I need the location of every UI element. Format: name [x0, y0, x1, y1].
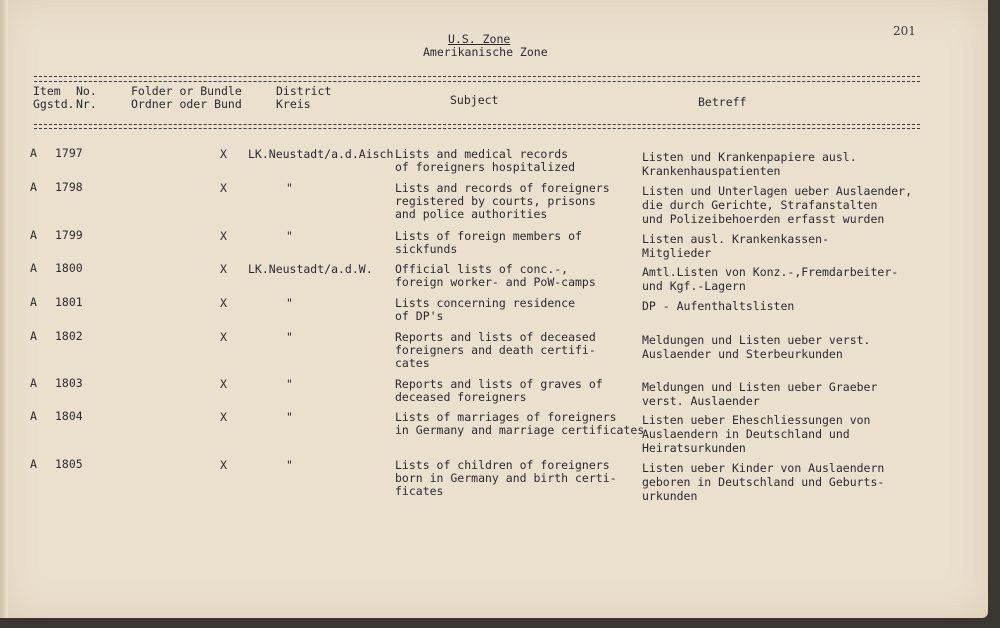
row-folder-mark: X [220, 410, 227, 424]
row-district: " [286, 410, 293, 424]
row-betreff-line: urkunden [642, 489, 698, 503]
col-no-en: No. [76, 84, 97, 98]
row-betreff-line: Listen ueber Kinder von Auslaendern [642, 461, 885, 475]
row-subject-line: Lists of children of foreigners [395, 458, 610, 472]
row-subject-line: Reports and lists of deceased [395, 330, 596, 344]
row-subject-line: and police authorities [395, 207, 548, 221]
row-subject-line: cates [395, 356, 430, 370]
row-subject-line: of foreigners hospitalized [395, 160, 576, 174]
row-folder-mark: X [220, 229, 227, 243]
col-folder-en: Folder or Bundle [131, 84, 242, 98]
col-subject: Subject [450, 93, 499, 107]
row-subject-line: Reports and lists of graves of [395, 377, 603, 391]
zone-title: U.S. Zone [448, 32, 511, 46]
row-betreff-line: DP - Aufenthaltslisten [642, 299, 795, 313]
row-number: 1805 [55, 457, 83, 471]
row-folder-mark: X [220, 262, 227, 276]
row-district: " [286, 458, 293, 472]
row-item-mark: A [30, 261, 37, 275]
row-subject-line: of DP's [395, 309, 444, 323]
row-betreff-line: Krankenhauspatienten [642, 164, 781, 178]
row-item-mark: A [30, 228, 37, 242]
row-subject-line: foreigners and death certifi- [395, 343, 596, 357]
row-district: " [286, 296, 293, 310]
row-betreff-line: Auslaendern in Deutschland und [642, 427, 850, 441]
col-district-en: District [276, 84, 332, 98]
col-betreff: Betreff [698, 95, 747, 109]
row-betreff-line: Heiratsurkunden [642, 441, 746, 455]
header-rule-top-2 [34, 81, 920, 82]
row-betreff-line: und Kgf.-Lagern [642, 279, 746, 293]
col-folder-de: Ordner oder Bund [131, 97, 242, 111]
row-betreff-line: Meldungen und Listen ueber Graeber [642, 380, 878, 394]
row-betreff-line: Listen ausl. Krankenkassen- [642, 232, 829, 246]
row-item-mark: A [30, 146, 37, 160]
row-subject-line: deceased foreigners [395, 390, 527, 404]
row-folder-mark: X [220, 377, 227, 391]
page-number: 201 [893, 24, 916, 38]
row-subject-line: Lists concerning residence [395, 296, 576, 310]
row-betreff-line: Meldungen und Listen ueber verst. [642, 333, 871, 347]
row-number: 1802 [55, 329, 83, 343]
header-rule-bottom [34, 124, 920, 125]
row-district: " [286, 229, 293, 243]
row-number: 1798 [55, 180, 83, 194]
row-district: " [286, 377, 293, 391]
row-item-mark: A [30, 376, 37, 390]
row-number: 1804 [55, 409, 83, 423]
row-subject-line: born in Germany and birth certi- [395, 471, 617, 485]
row-subject-line: Lists and medical records [395, 147, 569, 161]
row-district: " [286, 181, 293, 195]
row-folder-mark: X [220, 181, 227, 195]
row-subject-line: Lists of foreign members of [395, 229, 582, 243]
row-betreff-line: Amtl.Listen von Konz.-,Fremdarbeiter- [642, 265, 899, 279]
row-item-mark: A [30, 329, 37, 343]
row-item-mark: A [30, 295, 37, 309]
row-betreff-line: Auslaender und Sterbeurkunden [642, 347, 843, 361]
row-district: " [286, 330, 293, 344]
row-item-mark: A [30, 457, 37, 471]
col-item-de: Ggstd. [33, 97, 75, 111]
row-district: LK.Neustadt/a.d.W. [248, 262, 373, 276]
col-item-en: Item [33, 84, 61, 98]
header-rule-bottom-2 [34, 128, 920, 129]
row-betreff-line: verst. Auslaender [642, 394, 760, 408]
row-number: 1799 [55, 228, 83, 242]
row-subject-line: in Germany and marriage certificates [395, 423, 645, 437]
row-betreff-line: Listen ueber Eheschliessungen von [642, 413, 871, 427]
row-subject-line: foreign worker- and PoW-camps [395, 275, 596, 289]
row-number: 1797 [55, 146, 83, 160]
row-betreff-line: die durch Gerichte, Strafanstalten [642, 198, 878, 212]
row-subject-line: ficates [395, 484, 444, 498]
row-item-mark: A [30, 409, 37, 423]
row-number: 1800 [55, 261, 83, 275]
row-subject-line: Lists and records of foreigners [395, 181, 610, 195]
row-folder-mark: X [220, 458, 227, 472]
row-subject-line: registered by courts, prisons [395, 194, 596, 208]
page-spine-shadow [0, 0, 8, 618]
header-rule-top [34, 76, 920, 77]
col-district-de: Kreis [276, 97, 311, 111]
row-number: 1803 [55, 376, 83, 390]
row-number: 1801 [55, 295, 83, 309]
row-district: LK.Neustadt/a.d.Aisch [248, 147, 394, 161]
row-betreff-line: Mitglieder [642, 246, 712, 260]
row-folder-mark: X [220, 147, 227, 161]
zone-subtitle: Amerikanische Zone [423, 45, 548, 59]
row-betreff-line: Listen und Krankenpapiere ausl. [642, 150, 857, 164]
row-betreff-line: geboren in Deutschland und Geburts- [642, 475, 885, 489]
row-subject-line: sickfunds [395, 242, 458, 256]
row-item-mark: A [30, 180, 37, 194]
row-subject-line: Official lists of conc.-, [395, 262, 569, 276]
row-folder-mark: X [220, 296, 227, 310]
col-no-de: Nr. [76, 97, 97, 111]
row-subject-line: Lists of marriages of foreigners [395, 410, 617, 424]
row-folder-mark: X [220, 330, 227, 344]
row-betreff-line: Listen und Unterlagen ueber Auslaender, [642, 184, 913, 198]
row-betreff-line: und Polizeibehoerden erfasst wurden [642, 212, 885, 226]
